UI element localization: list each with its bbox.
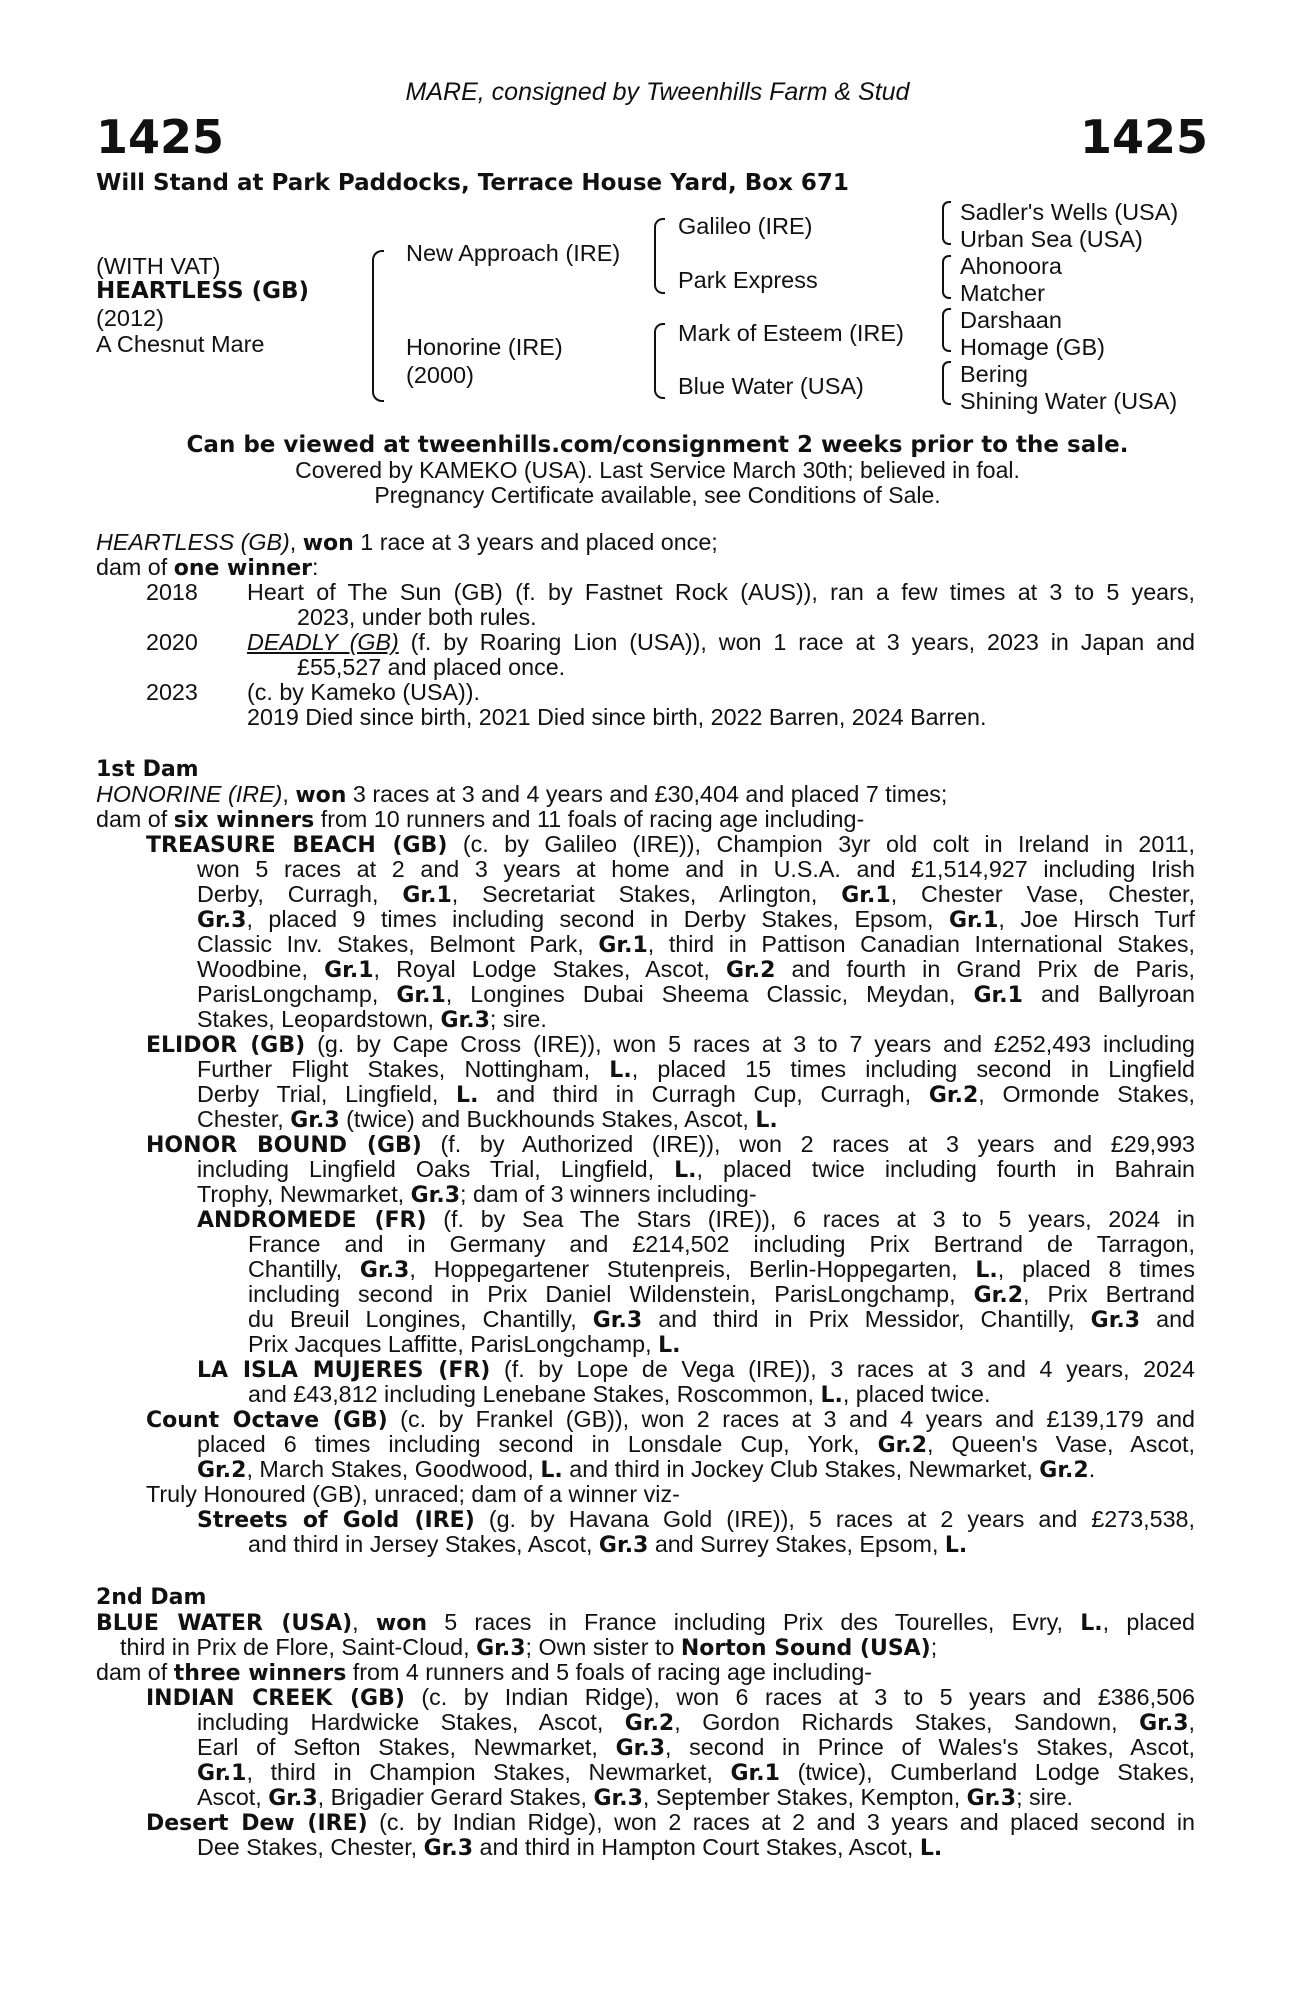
progeny-entry-cont: Dee Stakes, Chester, Gr.3 and third in Hampton Court Stakes, Ascot, L. [197, 1834, 943, 1861]
progeny-entry-cont: Woodbine, Gr.1, Royal Lodge Stakes, Ascot, Gr.2 and fourth in Grand Prix de Paris, [197, 956, 1196, 983]
progeny-entry-cont: Derby, Curragh, Gr.1, Secretariat Stakes, Arlington, Gr.1, Chester Vase, Chester, [197, 881, 1195, 908]
second-dam-produce-summary: dam of three winners from 4 runners and 5 foals of racing age including- [96, 1659, 873, 1686]
grand-progeny-entry-cont: Prix Jacques Laffitte, ParisLongchamp, L. [248, 1331, 681, 1358]
dam-brace [654, 323, 665, 399]
second-dam-heading: 2nd Dam [96, 1585, 207, 1610]
dam: Honorine (IRE) [406, 334, 563, 360]
progeny-entry: Count Octave (GB) (c. by Frankel (GB)), won 2 races at 3 and 4 years and £139,179 and [146, 1406, 1195, 1433]
grand-progeny-entry: Streets of Gold (IRE) (g. by Havana Gold (IRE)), 5 races at 2 years and £273,538, [197, 1506, 1195, 1533]
progeny-entry-cont: Trophy, Newmarket, Gr.3; dam of 3 winners including- [197, 1181, 757, 1208]
first-dam-produce-summary: dam of six winners from 10 runners and 11 foals of racing age including- [96, 806, 865, 833]
progeny-entry: TREASURE BEACH (GB) (c. by Galileo (IRE)), Champion 3yr old colt in Ireland in 2011, [146, 831, 1195, 858]
progeny-entry: ELIDOR (GB) (g. by Cape Cross (IRE)), won 5 races at 3 to 7 years and £252,493 including [146, 1031, 1195, 1058]
lot-number-left: 1425 [96, 110, 225, 164]
progeny-entry-cont: Stakes, Leopardstown, Gr.3; sire. [197, 1006, 547, 1033]
progeny-entry: HONOR BOUND (GB) (f. by Authorized (IRE)), won 2 races at 3 years and £29,993 [146, 1131, 1195, 1158]
produce-entry-cont: 2023, under both rules. [297, 604, 537, 630]
progeny-entry: Truly Honoured (GB), unraced; dam of a winner viz- [146, 1481, 680, 1507]
progeny-entry-cont: including Lingfield Oaks Trial, Lingfield, L., placed twice including fourth in Bahrain [197, 1156, 1195, 1183]
progeny-entry-cont: Further Flight Stakes, Nottingham, L., placed 15 times including second in Lingfield [197, 1056, 1196, 1083]
produce-dam-of: dam of one winner: [96, 554, 319, 581]
progeny-entry-cont: Gr.1, third in Champion Stakes, Newmarket, Gr.1 (twice), Cumberland Lodge Stakes, [197, 1759, 1196, 1786]
produce-entry: Heart of The Sun (GB) (f. by Fastnet Rock (AUS)), ran a few times at 3 to 5 years, [247, 579, 1195, 605]
horse-name: HEARTLESS (GB) [96, 278, 310, 304]
produce-year: 2020 [146, 629, 198, 655]
ggp-1: Sadler's Wells (USA) [960, 199, 1179, 225]
horse-description: A Chesnut Mare [96, 331, 265, 357]
ggp-7: Bering [960, 361, 1028, 387]
produce-barren-line: 2019 Died since birth, 2021 Died since birth, 2022 Barren, 2024 Barren. [247, 704, 987, 730]
grand-progeny-entry-cont: France and in Germany and £214,502 including Prix Bertrand de Tarragon, [248, 1231, 1195, 1257]
produce-intro: HEARTLESS (GB), won 1 race at 3 years and placed once; [96, 529, 718, 556]
sire-brace [654, 218, 665, 294]
first-dam-heading: 1st Dam [96, 757, 199, 782]
grand-progeny-entry-cont: including second in Prix Daniel Wildenstein, ParisLongchamp, Gr.2, Prix Bertrand [248, 1281, 1195, 1308]
dam-sire: Mark of Esteem (IRE) [678, 320, 904, 346]
ggp-5: Darshaan [960, 307, 1062, 333]
ggp-brace-4 [942, 361, 951, 405]
ggp-brace-2 [942, 255, 951, 299]
consignment-line: MARE, consigned by Tweenhills Farm & Stud [405, 78, 910, 106]
pregnancy-notice: Pregnancy Certificate available, see Conditions of Sale. [374, 482, 941, 508]
vat-note: (WITH VAT) [96, 253, 221, 279]
progeny-entry-cont: including Hardwicke Stakes, Ascot, Gr.2, Gordon Richards Stakes, Sandown, Gr.3, [197, 1709, 1195, 1736]
sire-dam: Park Express [678, 267, 818, 293]
grand-progeny-entry-cont: and £43,812 including Lenebane Stakes, Roscommon, L., placed twice. [248, 1381, 991, 1408]
second-dam-record-cont: third in Prix de Flore, Saint-Cloud, Gr.3; Own sister to Norton Sound (USA); [120, 1634, 938, 1661]
sire-sire: Galileo (IRE) [678, 213, 813, 239]
ggp-2: Urban Sea (USA) [960, 226, 1143, 252]
produce-year: 2023 [146, 679, 198, 705]
progeny-entry: INDIAN CREEK (GB) (c. by Indian Ridge), won 6 races at 3 to 5 years and £386,506 [146, 1684, 1195, 1711]
ggp-4: Matcher [960, 280, 1045, 306]
grand-progeny-entry: LA ISLA MUJERES (FR) (f. by Lope de Vega (IRE)), 3 races at 3 and 4 years, 2024 [197, 1356, 1195, 1383]
produce-entry-cont: £55,527 and placed once. [297, 654, 566, 680]
lot-number-right: 1425 [1080, 110, 1209, 164]
progeny-entry-cont: Gr.3, placed 9 times including second in Derby Stakes, Epsom, Gr.1, Joe Hirsch Turf [197, 906, 1195, 933]
horse-year: (2012) [96, 305, 164, 331]
progeny-entry-cont: Earl of Sefton Stakes, Newmarket, Gr.3, second in Prince of Wales's Stakes, Ascot, [197, 1734, 1196, 1761]
progeny-entry-cont: ParisLongchamp, Gr.1, Longines Dubai Sheema Classic, Meydan, Gr.1 and Ballyroan [197, 981, 1195, 1008]
pedigree-brace [372, 250, 384, 402]
grand-progeny-entry-cont: Chantilly, Gr.3, Hoppegartener Stutenpreis, Berlin-Hoppegarten, L., placed 8 times [248, 1256, 1195, 1283]
progeny-entry-cont: Classic Inv. Stakes, Belmont Park, Gr.1, third in Pattison Canadian International Stakes, [197, 931, 1195, 958]
second-dam-record: BLUE WATER (USA), won 5 races in France including Prix des Tourelles, Evry, L., placed [96, 1609, 1195, 1636]
progeny-entry-cont: Gr.2, March Stakes, Goodwood, L. and third in Jockey Club Stakes, Newmarket, Gr.2. [197, 1456, 1096, 1483]
grand-progeny-entry: ANDROMEDE (FR) (f. by Sea The Stars (IRE)), 6 races at 3 to 5 years, 2024 in [197, 1206, 1195, 1233]
sire: New Approach (IRE) [406, 240, 621, 266]
ggp-brace-3 [942, 308, 951, 352]
ggp-6: Homage (GB) [960, 334, 1105, 360]
first-dam-record: HONORINE (IRE), won 3 races at 3 and 4 years and £30,404 and placed 7 times; [96, 781, 948, 808]
dam-year: (2000) [406, 362, 474, 388]
progeny-entry-cont: Derby Trial, Lingfield, L. and third in Curragh Cup, Curragh, Gr.2, Ormonde Stakes, [197, 1081, 1195, 1108]
ggp-8: Shining Water (USA) [960, 388, 1178, 414]
progeny-entry-cont: placed 6 times including second in Lonsdale Cup, York, Gr.2, Queen's Vase, Ascot, [197, 1431, 1195, 1458]
progeny-entry: Desert Dew (IRE) (c. by Indian Ridge), won 2 races at 2 and 3 years and placed second in [146, 1809, 1195, 1836]
progeny-entry-cont: Ascot, Gr.3, Brigadier Gerard Stakes, Gr.3, September Stakes, Kempton, Gr.3; sire. [197, 1784, 1074, 1811]
covered-notice: Covered by KAMEKO (USA). Last Service March 30th; believed in foal. [295, 457, 1020, 483]
ggp-3: Ahonoora [960, 253, 1062, 279]
produce-year: 2018 [146, 579, 198, 605]
grand-progeny-entry-cont: du Breuil Longines, Chantilly, Gr.3 and third in Prix Messidor, Chantilly, Gr.3 and [248, 1306, 1195, 1333]
viewing-notice: Can be viewed at tweenhills.com/consignment 2 weeks prior to the sale. [186, 432, 1129, 458]
progeny-entry-cont: won 5 races at 2 and 3 years at home and in U.S.A. and £1,514,927 including Irish [197, 856, 1195, 882]
produce-entry: (c. by Kameko (USA)). [247, 679, 481, 705]
progeny-entry-cont: Chester, Gr.3 (twice) and Buckhounds Stakes, Ascot, L. [197, 1106, 778, 1133]
produce-entry: DEADLY (GB) (f. by Roaring Lion (USA)), won 1 race at 3 years, 2023 in Japan and [247, 629, 1196, 655]
ggp-brace-1 [942, 201, 951, 245]
grand-progeny-entry-cont: and third in Jersey Stakes, Ascot, Gr.3 and Surrey Stakes, Epsom, L. [248, 1531, 968, 1558]
stand-location: Will Stand at Park Paddocks, Terrace House Yard, Box 671 [96, 170, 849, 196]
dam-dam: Blue Water (USA) [678, 373, 864, 399]
